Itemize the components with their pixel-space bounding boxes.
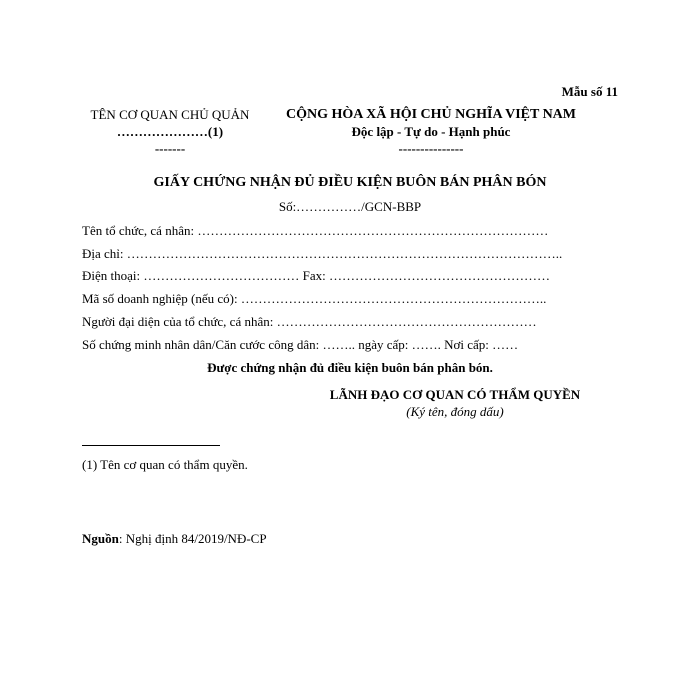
signature-block bbox=[316, 386, 594, 420]
footnote: (1) Tên cơ quan có thẩm quyền. bbox=[82, 457, 248, 472]
form-number: Mẫu số 11 bbox=[561, 84, 618, 99]
source-label: Nguồn bbox=[82, 531, 119, 546]
field-fax: Fax: …………………………………………… bbox=[302, 268, 551, 283]
field-id-number: Số chứng minh nhân dân/Căn cước công dân: …….. ngày cấp: ……. Nơi cấp: …… bbox=[82, 337, 519, 352]
source-value: : Nghị định 84/2019/NĐ-CP bbox=[118, 531, 267, 546]
source-line bbox=[82, 531, 267, 547]
document-number: Số:……………/GCN-BBP bbox=[278, 199, 422, 214]
nation-title: CỘNG HÒA XÃ HỘI CHỦ NGHĨA VIỆT NAM bbox=[285, 107, 576, 122]
nation-separator: --------------- bbox=[398, 141, 464, 156]
certified-statement: Được chứng nhận đủ điều kiện buôn bán phân bón. bbox=[207, 360, 493, 375]
signature-title: LÃNH ĐẠO CƠ QUAN CÓ THẨM QUYỀN bbox=[329, 387, 581, 402]
agency-separator: ------- bbox=[154, 141, 186, 156]
field-org-name: Tên tổ chức, cá nhân: ……………………………………………………………………… bbox=[82, 223, 549, 238]
field-phone: Điện thoại: ……………………………… bbox=[82, 268, 300, 283]
field-representative: Người đại diện của tổ chức, cá nhân: …………………………………………………… bbox=[82, 314, 537, 329]
footnote-divider bbox=[82, 445, 220, 446]
national-header bbox=[270, 106, 592, 157]
field-address: Địa chỉ: ……………………………………………………………………………………….. bbox=[82, 246, 563, 261]
field-phone-fax bbox=[82, 268, 550, 284]
agency-header bbox=[78, 106, 262, 157]
field-tax-code: Mã số doanh nghiệp (nếu có): …………………………………………………………….. bbox=[82, 291, 547, 306]
signature-note: (Ký tên, đóng dấu) bbox=[406, 404, 504, 419]
agency-parent-label: TÊN CƠ QUAN CHỦ QUẢN bbox=[90, 107, 250, 122]
agency-name-line: …………………(1) bbox=[116, 124, 224, 139]
document-title: GIẤY CHỨNG NHẬN ĐỦ ĐIỀU KIỆN BUÔN BÁN PHÂN BÓN bbox=[153, 175, 547, 190]
nation-motto: Độc lập - Tự do - Hạnh phúc bbox=[351, 124, 511, 139]
